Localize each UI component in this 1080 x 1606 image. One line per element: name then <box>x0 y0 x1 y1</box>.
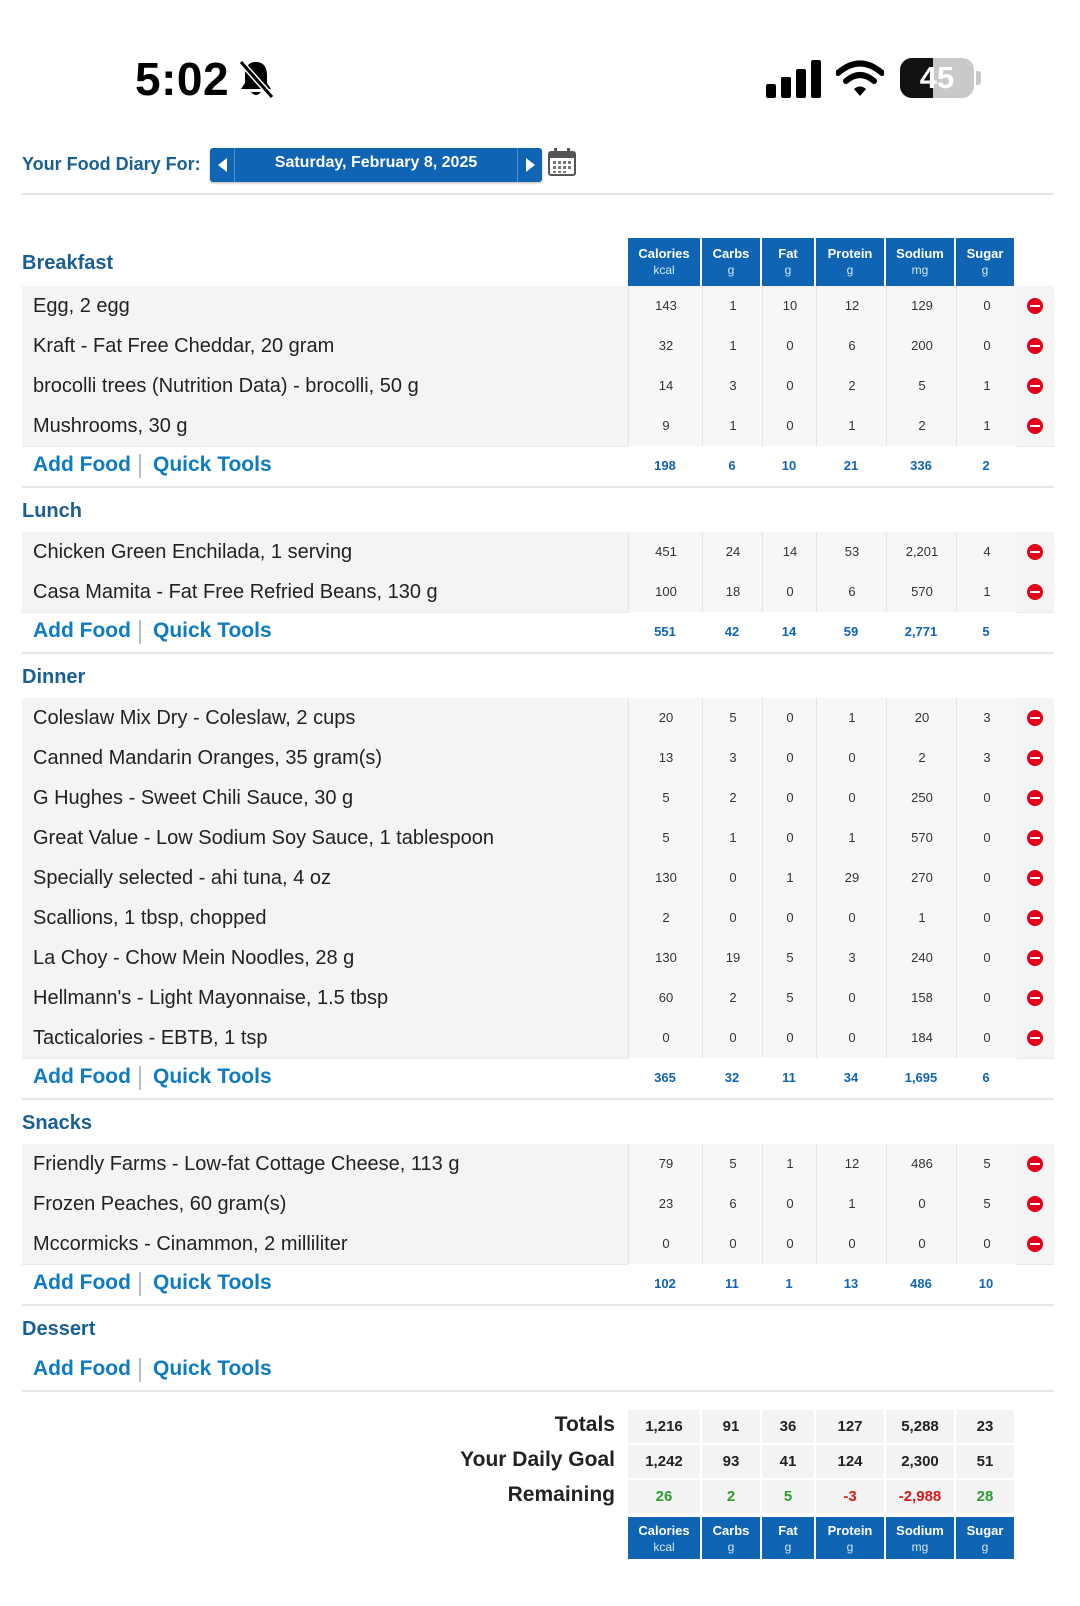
column-header-unit: g <box>727 1540 735 1554</box>
nutrient-carbs: 2 <box>702 778 763 818</box>
nutrient-calories: 130 <box>628 938 703 978</box>
summary-totals-protein: 127 <box>816 1410 884 1443</box>
breakfast-title: Breakfast <box>22 252 114 274</box>
food-row <box>22 858 1054 899</box>
meal-total-sugar: 5 <box>956 612 1016 652</box>
food-row <box>22 898 1054 939</box>
meal-total-protein: 34 <box>816 1058 886 1098</box>
column-header-fat <box>762 238 816 286</box>
nutrient-sugar: 0 <box>956 898 1017 938</box>
column-header-name: Sodium <box>896 1523 944 1538</box>
remove-food-icon[interactable] <box>1027 1030 1043 1046</box>
food-name[interactable]: Great Value - Low Sodium Soy Sauce, 1 tablespoon <box>33 827 495 849</box>
link-separator <box>139 1358 141 1382</box>
food-row <box>22 366 1054 407</box>
food-row <box>22 938 1054 979</box>
summary-label-remaining: Remaining <box>507 1483 615 1506</box>
dinner-title: Dinner <box>22 666 86 688</box>
column-header-unit: g <box>981 1540 989 1554</box>
nutrient-carbs: 0 <box>702 858 763 898</box>
nutrient-sugar: 0 <box>956 818 1017 858</box>
summary-remaining-fat: 5 <box>762 1480 814 1513</box>
nutrient-calories: 451 <box>628 532 703 572</box>
nutrient-fat: 0 <box>762 698 817 738</box>
food-row <box>22 698 1054 739</box>
nutrient-sugar: 0 <box>956 286 1017 326</box>
bell-slash-icon <box>236 58 276 100</box>
lunch-actions-row <box>22 612 1054 654</box>
calendar-icon[interactable] <box>548 148 576 176</box>
column-header-unit: kcal <box>653 263 675 277</box>
nutrient-carbs: 2 <box>702 978 763 1018</box>
nutrient-carbs: 0 <box>702 898 763 938</box>
nutrient-sodium: 20 <box>886 698 957 738</box>
nutrient-fat: 0 <box>762 778 817 818</box>
arrow-right-icon <box>526 158 535 172</box>
nutrient-protein: 6 <box>816 326 887 366</box>
nutrient-protein: 0 <box>816 898 887 938</box>
column-header-unit: g <box>784 263 792 277</box>
nutrient-sodium: 486 <box>886 1144 957 1184</box>
quick-tools-link[interactable]: Quick Tools <box>153 1065 272 1088</box>
meal-total-carbs: 6 <box>702 446 762 486</box>
previous-day-button[interactable] <box>210 148 235 182</box>
nutrient-protein: 1 <box>816 698 887 738</box>
food-name[interactable]: Tacticalories - EBTB, 1 tsp <box>33 1027 268 1049</box>
remove-food-icon[interactable] <box>1027 418 1043 434</box>
remove-food-icon[interactable] <box>1027 298 1043 314</box>
food-row <box>22 778 1054 819</box>
nutrient-carbs: 1 <box>702 326 763 366</box>
remove-food-icon[interactable] <box>1027 378 1043 394</box>
nutrient-sodium: 184 <box>886 1018 957 1058</box>
meal-total-fat: 14 <box>762 612 816 652</box>
food-name[interactable]: Hellmann's - Light Mayonnaise, 1.5 tbsp <box>33 987 389 1009</box>
footer-column-header-calories <box>628 1517 702 1559</box>
column-header-unit: kcal <box>653 1540 675 1554</box>
summary-your-daily-goal-sodium: 2,300 <box>886 1445 954 1478</box>
food-row <box>22 532 1054 573</box>
nutrient-protein: 0 <box>816 978 887 1018</box>
food-name[interactable]: G Hughes - Sweet Chili Sauce, 30 g <box>33 787 354 809</box>
quick-tools-link[interactable]: Quick Tools <box>153 453 272 476</box>
date-navigator <box>210 148 542 182</box>
food-name[interactable]: Egg, 2 egg <box>33 295 130 317</box>
nutrient-sodium: 129 <box>886 286 957 326</box>
meal-total-carbs: 11 <box>702 1264 762 1304</box>
nutrient-sodium: 200 <box>886 326 957 366</box>
remove-food-icon[interactable] <box>1027 950 1043 966</box>
diary-header <box>22 148 1076 196</box>
nutrient-calories: 14 <box>628 366 703 406</box>
nutrient-calories: 130 <box>628 858 703 898</box>
column-header-unit: g <box>727 263 735 277</box>
meal-total-calories: 551 <box>628 612 702 652</box>
nutrient-protein: 1 <box>816 1184 887 1224</box>
nutrient-fat: 1 <box>762 858 817 898</box>
summary-remaining-sodium: -2,988 <box>886 1480 954 1513</box>
next-day-button[interactable] <box>517 148 542 182</box>
food-row <box>22 1018 1054 1059</box>
nutrient-sugar: 1 <box>956 572 1017 612</box>
nutrient-calories: 9 <box>628 406 703 446</box>
summary-totals-carbs: 91 <box>702 1410 760 1443</box>
column-header-unit: g <box>846 1540 854 1554</box>
nutrient-sugar: 5 <box>956 1144 1017 1184</box>
quick-tools-link[interactable]: Quick Tools <box>153 1357 272 1380</box>
food-name[interactable]: Kraft - Fat Free Cheddar, 20 gram <box>33 335 335 357</box>
nutrient-carbs: 0 <box>702 1224 763 1264</box>
food-row <box>22 978 1054 1019</box>
meal-total-calories: 198 <box>628 446 702 486</box>
summary-totals-sodium: 5,288 <box>886 1410 954 1443</box>
remove-food-icon[interactable] <box>1027 910 1043 926</box>
link-separator <box>139 454 141 478</box>
nutrient-carbs: 0 <box>702 1018 763 1058</box>
nutrient-sodium: 250 <box>886 778 957 818</box>
nutrient-sugar: 3 <box>956 698 1017 738</box>
food-name[interactable]: Canned Mandarin Oranges, 35 gram(s) <box>33 747 383 769</box>
arrow-left-icon <box>218 158 227 172</box>
nutrient-sodium: 0 <box>886 1224 957 1264</box>
nutrient-fat: 0 <box>762 1018 817 1058</box>
nutrient-carbs: 5 <box>702 698 763 738</box>
food-row <box>22 818 1054 859</box>
meal-total-sugar: 6 <box>956 1058 1016 1098</box>
column-header-name: Calories <box>638 1523 690 1538</box>
nutrient-protein: 1 <box>816 818 887 858</box>
diary-label: Your Food Diary For: <box>22 154 201 174</box>
meal-total-sodium: 2,771 <box>886 612 956 652</box>
meal-total-fat: 10 <box>762 446 816 486</box>
link-separator <box>139 1066 141 1090</box>
food-row <box>22 1224 1054 1265</box>
column-header-name: Protein <box>827 1523 873 1538</box>
snacks-actions-row <box>22 1264 1054 1306</box>
meal-total-carbs: 42 <box>702 612 762 652</box>
nutrient-protein: 53 <box>816 532 887 572</box>
nutrient-fat: 10 <box>762 286 817 326</box>
nutrient-calories: 0 <box>628 1224 703 1264</box>
remove-food-icon[interactable] <box>1027 1236 1043 1252</box>
summary-label-your-daily-goal: Your Daily Goal <box>460 1448 615 1471</box>
link-separator <box>139 1272 141 1296</box>
food-name[interactable]: Mushrooms, 30 g <box>33 415 188 437</box>
column-header-protein <box>816 238 886 286</box>
food-name[interactable]: Mccormicks - Cinammon, 2 milliliter <box>33 1233 348 1255</box>
nutrient-carbs: 1 <box>702 406 763 446</box>
add-food-link[interactable]: Add Food <box>33 1357 131 1380</box>
wifi-icon <box>836 60 884 98</box>
nutrient-sodium: 0 <box>886 1184 957 1224</box>
meal-total-protein: 21 <box>816 446 886 486</box>
nutrient-fat: 0 <box>762 898 817 938</box>
nutrient-sodium: 2,201 <box>886 532 957 572</box>
nutrient-calories: 20 <box>628 698 703 738</box>
footer-column-header-protein <box>816 1517 886 1559</box>
nutrient-protein: 0 <box>816 1224 887 1264</box>
summary-your-daily-goal-sugar: 51 <box>956 1445 1014 1478</box>
nutrient-sugar: 1 <box>956 406 1017 446</box>
quick-tools-link[interactable]: Quick Tools <box>153 619 272 642</box>
nutrient-sugar: 1 <box>956 366 1017 406</box>
nutrient-protein: 0 <box>816 738 887 778</box>
nutrient-calories: 0 <box>628 1018 703 1058</box>
header-divider <box>22 193 1054 195</box>
nutrient-sugar: 0 <box>956 1224 1017 1264</box>
summary-your-daily-goal-calories: 1,242 <box>628 1445 700 1478</box>
nutrient-sugar: 0 <box>956 978 1017 1018</box>
nutrient-carbs: 1 <box>702 818 763 858</box>
nutrient-calories: 5 <box>628 778 703 818</box>
nutrient-sugar: 0 <box>956 858 1017 898</box>
nutrient-carbs: 3 <box>702 366 763 406</box>
nutrient-sodium: 158 <box>886 978 957 1018</box>
nutrient-fat: 0 <box>762 738 817 778</box>
column-header-name: Protein <box>827 246 873 261</box>
nutrient-sugar: 0 <box>956 326 1017 366</box>
summary-totals-sugar: 23 <box>956 1410 1014 1443</box>
battery-indicator <box>900 58 980 100</box>
food-name[interactable]: Specially selected - ahi tuna, 4 oz <box>33 867 331 889</box>
nutrient-carbs: 24 <box>702 532 763 572</box>
nutrient-carbs: 6 <box>702 1184 763 1224</box>
food-name[interactable]: La Choy - Chow Mein Noodles, 28 g <box>33 947 355 969</box>
column-header-name: Calories <box>638 246 690 261</box>
meal-total-carbs: 32 <box>702 1058 762 1098</box>
remove-food-icon[interactable] <box>1027 790 1043 806</box>
nutrient-fat: 5 <box>762 978 817 1018</box>
summary-remaining-sugar: 28 <box>956 1480 1014 1513</box>
nutrient-protein: 12 <box>816 1144 887 1184</box>
nutrient-protein: 12 <box>816 286 887 326</box>
summary-label-totals: Totals <box>554 1413 615 1436</box>
nutrient-protein: 3 <box>816 938 887 978</box>
food-name[interactable]: Chicken Green Enchilada, 1 serving <box>33 541 353 563</box>
column-header-sodium <box>886 238 956 286</box>
footer-column-header-sodium <box>886 1517 956 1559</box>
nutrient-fat: 0 <box>762 366 817 406</box>
food-name[interactable]: Friendly Farms - Low-fat Cottage Cheese, 113 g <box>33 1153 460 1175</box>
nutrient-sodium: 1 <box>886 898 957 938</box>
link-separator <box>139 620 141 644</box>
nutrient-fat: 14 <box>762 532 817 572</box>
nutrient-sugar: 0 <box>956 778 1017 818</box>
summary-your-daily-goal-carbs: 93 <box>702 1445 760 1478</box>
food-name[interactable]: Casa Mamita - Fat Free Refried Beans, 130 g <box>33 581 438 603</box>
column-header-unit: mg <box>911 1540 929 1554</box>
summary-your-daily-goal-fat: 41 <box>762 1445 814 1478</box>
nutrient-fat: 0 <box>762 406 817 446</box>
column-header-calories <box>628 238 702 286</box>
nutrient-sugar: 0 <box>956 938 1017 978</box>
footer-column-header-carbs <box>702 1517 762 1559</box>
food-row <box>22 286 1054 327</box>
add-food-link[interactable]: Add Food <box>33 453 131 476</box>
snacks-title: Snacks <box>22 1112 93 1134</box>
nutrient-fat: 0 <box>762 1184 817 1224</box>
meal-total-sugar: 2 <box>956 446 1016 486</box>
nutrient-calories: 5 <box>628 818 703 858</box>
column-header-name: Fat <box>778 246 798 261</box>
meal-total-sodium: 1,695 <box>886 1058 956 1098</box>
food-row <box>22 1184 1054 1225</box>
nutrient-sodium: 570 <box>886 818 957 858</box>
add-food-link[interactable]: Add Food <box>33 1065 131 1088</box>
nutrient-fat: 0 <box>762 1224 817 1264</box>
nutrient-sugar: 3 <box>956 738 1017 778</box>
nutrient-sodium: 270 <box>886 858 957 898</box>
nutrient-protein: 1 <box>816 406 887 446</box>
lunch-title: Lunch <box>22 500 82 522</box>
column-header-unit: g <box>981 263 989 277</box>
column-header-name: Sugar <box>966 1523 1004 1538</box>
meal-total-protein: 13 <box>816 1264 886 1304</box>
food-name[interactable]: Coleslaw Mix Dry - Coleslaw, 2 cups <box>33 707 356 729</box>
summary-remaining-carbs: 2 <box>702 1480 760 1513</box>
diary-date[interactable]: Saturday, February 8, 2025 <box>274 154 478 171</box>
add-food-link[interactable]: Add Food <box>33 619 131 642</box>
remove-food-icon[interactable] <box>1027 990 1043 1006</box>
column-header-unit: g <box>846 263 854 277</box>
nutrient-calories: 23 <box>628 1184 703 1224</box>
remove-food-icon[interactable] <box>1027 584 1043 600</box>
remove-food-icon[interactable] <box>1027 830 1043 846</box>
nutrient-carbs: 18 <box>702 572 763 612</box>
column-header-name: Carbs <box>712 246 750 261</box>
nutrient-calories: 79 <box>628 1144 703 1184</box>
food-row <box>22 406 1054 447</box>
nutrient-calories: 143 <box>628 286 703 326</box>
remove-food-icon[interactable] <box>1027 544 1043 560</box>
nutrient-carbs: 3 <box>702 738 763 778</box>
remove-food-icon[interactable] <box>1027 870 1043 886</box>
nutrient-fat: 5 <box>762 938 817 978</box>
dessert-actions-row <box>22 1350 1054 1392</box>
summary-totals-calories: 1,216 <box>628 1410 700 1443</box>
food-row <box>22 572 1054 613</box>
nutrient-sodium: 2 <box>886 406 957 446</box>
food-row <box>22 326 1054 367</box>
meal-total-sugar: 10 <box>956 1264 1016 1304</box>
nutrient-fat: 0 <box>762 326 817 366</box>
remove-food-icon[interactable] <box>1027 750 1043 766</box>
column-header-unit: g <box>784 1540 792 1554</box>
column-header-unit: mg <box>911 263 929 277</box>
remove-food-icon[interactable] <box>1027 338 1043 354</box>
nutrient-protein: 2 <box>816 366 887 406</box>
nutrient-protein: 0 <box>816 778 887 818</box>
nutrient-calories: 2 <box>628 898 703 938</box>
nutrient-protein: 6 <box>816 572 887 612</box>
meal-total-fat: 1 <box>762 1264 816 1304</box>
food-name[interactable]: Scallions, 1 tbsp, chopped <box>33 907 267 929</box>
nutrient-sugar: 5 <box>956 1184 1017 1224</box>
status-bar <box>0 0 1080 110</box>
nutrient-carbs: 1 <box>702 286 763 326</box>
breakfast-actions-row <box>22 446 1054 488</box>
dinner-actions-row <box>22 1058 1054 1100</box>
meal-total-protein: 59 <box>816 612 886 652</box>
nutrient-fat: 1 <box>762 1144 817 1184</box>
nutrient-sugar: 0 <box>956 1018 1017 1058</box>
footer-column-header-sugar <box>956 1517 1016 1559</box>
remove-food-icon[interactable] <box>1027 710 1043 726</box>
nutrient-sodium: 5 <box>886 366 957 406</box>
nutrient-calories: 60 <box>628 978 703 1018</box>
column-header-name: Sugar <box>966 246 1004 261</box>
nutrient-fat: 0 <box>762 572 817 612</box>
summary-remaining-calories: 26 <box>628 1480 700 1513</box>
nutrient-protein: 0 <box>816 1018 887 1058</box>
food-name[interactable]: Frozen Peaches, 60 gram(s) <box>33 1193 287 1215</box>
battery-percent: 45 <box>919 60 955 95</box>
remove-food-icon[interactable] <box>1027 1196 1043 1212</box>
food-row <box>22 738 1054 779</box>
meal-total-fat: 11 <box>762 1058 816 1098</box>
nutrient-calories: 13 <box>628 738 703 778</box>
nutrient-sodium: 2 <box>886 738 957 778</box>
column-header-name: Sodium <box>896 246 944 261</box>
meal-total-sodium: 486 <box>886 1264 956 1304</box>
column-header-carbs <box>702 238 762 286</box>
nutrient-carbs: 5 <box>702 1144 763 1184</box>
remove-food-icon[interactable] <box>1027 1156 1043 1172</box>
nutrient-calories: 32 <box>628 326 703 366</box>
status-time: 5:02 <box>135 53 230 105</box>
dessert-title: Dessert <box>22 1318 96 1340</box>
quick-tools-link[interactable]: Quick Tools <box>153 1271 272 1294</box>
cellular-signal-icon <box>766 60 822 98</box>
nutrient-carbs: 19 <box>702 938 763 978</box>
add-food-link[interactable]: Add Food <box>33 1271 131 1294</box>
meal-total-calories: 365 <box>628 1058 702 1098</box>
footer-column-header-fat <box>762 1517 816 1559</box>
nutrient-fat: 0 <box>762 818 817 858</box>
column-header-name: Fat <box>778 1523 798 1538</box>
nutrient-calories: 100 <box>628 572 703 612</box>
summary-your-daily-goal-protein: 124 <box>816 1445 884 1478</box>
column-header-name: Carbs <box>712 1523 750 1538</box>
meal-total-sodium: 336 <box>886 446 956 486</box>
food-name[interactable]: brocolli trees (Nutrition Data) - brocolli, 50 g <box>33 375 419 397</box>
column-header-sugar <box>956 238 1016 286</box>
nutrient-sodium: 570 <box>886 572 957 612</box>
meal-total-calories: 102 <box>628 1264 702 1304</box>
nutrient-protein: 29 <box>816 858 887 898</box>
nutrient-sodium: 240 <box>886 938 957 978</box>
summary-remaining-protein: -3 <box>816 1480 884 1513</box>
food-row <box>22 1144 1054 1185</box>
summary-totals-fat: 36 <box>762 1410 814 1443</box>
nutrient-sugar: 4 <box>956 532 1017 572</box>
